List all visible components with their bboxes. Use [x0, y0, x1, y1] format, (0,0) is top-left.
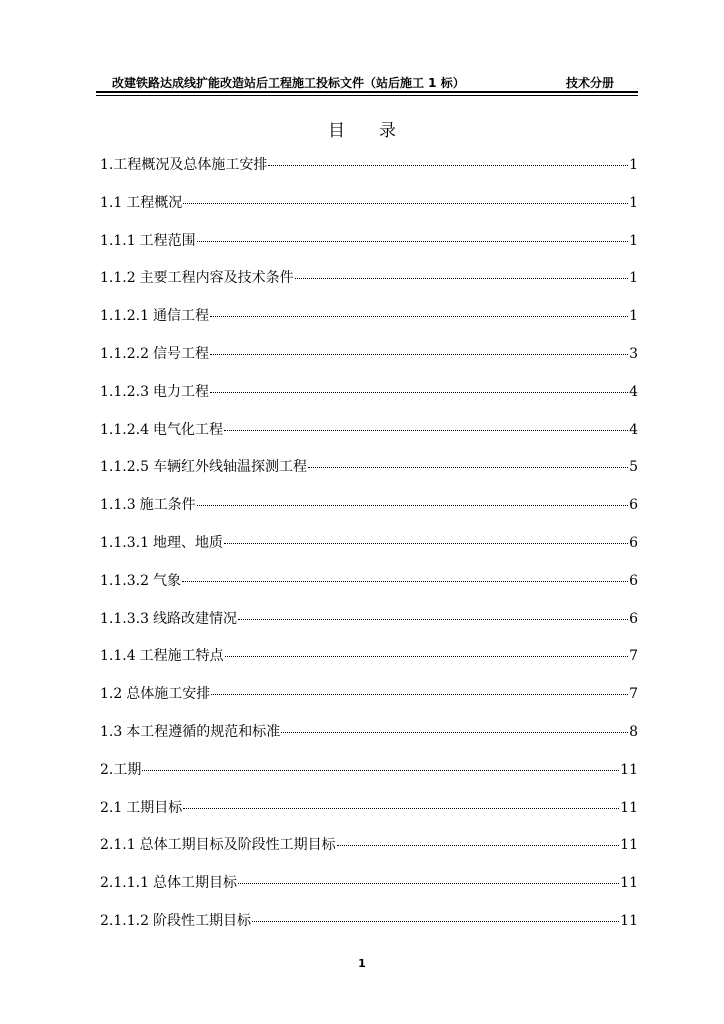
toc-entry-number: 1.1.2: [100, 270, 136, 287]
toc-entry-title: 地理、地质: [152, 534, 223, 551]
toc-entry[interactable]: [100, 756, 638, 794]
toc-entry-number: 1.1.4: [100, 648, 136, 665]
header-rule-thin: [96, 95, 638, 96]
toc-entry-title: 总体工期目标: [152, 875, 237, 892]
toc-entry-title: 工期: [113, 761, 142, 778]
toc-dot-leader: [252, 921, 619, 922]
toc-entry-title: 车辆红外线轴温探测工程: [152, 459, 307, 476]
toc-entry-title: 气象: [152, 572, 181, 589]
toc-entry-number: 1.1.1: [100, 232, 136, 249]
toc-entry[interactable]: [100, 567, 638, 605]
page-header: [96, 72, 638, 92]
header-rule-thick: [96, 91, 638, 93]
toc-entry[interactable]: [100, 189, 638, 227]
toc-entry-page: 8: [629, 723, 638, 740]
toc-dot-leader: [224, 543, 628, 544]
toc-entry-title: 总体施工安排: [126, 686, 211, 703]
toc-entry-number: 1.1.2.2: [100, 345, 149, 362]
toc-dot-leader: [238, 619, 628, 620]
toc-entry-number: 1.1.3.1: [100, 534, 149, 551]
toc-dot-leader: [225, 656, 628, 657]
toc-entry-page: 4: [629, 383, 638, 400]
toc-dot-leader: [210, 316, 628, 317]
toc-entry-title: 工程施工特点: [139, 648, 224, 665]
toc-entry[interactable]: [100, 718, 638, 756]
toc-entry-title: 工期目标: [126, 799, 183, 816]
toc-dot-leader: [308, 467, 628, 468]
toc-entry[interactable]: [100, 869, 638, 907]
footer-page-number: 1: [358, 957, 366, 970]
toc-entry-page: 7: [629, 686, 638, 703]
toc-entry-number: 2.1.1.1: [100, 875, 149, 892]
toc-entry-title: 阶段性工期目标: [152, 912, 251, 929]
toc-entry-page: 5: [629, 459, 638, 476]
toc-dot-leader: [183, 203, 628, 204]
toc-entry[interactable]: [100, 302, 638, 340]
toc-entry[interactable]: [100, 529, 638, 567]
toc-entry-number: 2.1.1.2: [100, 912, 149, 929]
toc-entry[interactable]: [100, 794, 638, 832]
toc-heading-text: 目 录: [328, 121, 396, 141]
toc-dot-leader: [210, 392, 628, 393]
toc-dot-leader: [295, 278, 628, 279]
toc-entry-number: 2.: [100, 761, 114, 778]
toc-dot-leader: [281, 732, 628, 733]
toc-dot-leader: [337, 845, 620, 846]
toc-entry-page: 6: [629, 610, 638, 627]
toc-dot-leader: [142, 770, 619, 771]
toc-entry-page: 4: [629, 421, 638, 438]
toc-entry-page: 6: [629, 534, 638, 551]
toc-list: [100, 151, 638, 945]
toc-entry-number: 1.1.3: [100, 497, 136, 514]
toc-entry-page: 6: [629, 572, 638, 589]
toc-entry[interactable]: [100, 340, 638, 378]
toc-entry-title: 施工条件: [139, 497, 196, 514]
toc-entry-page: 1: [629, 270, 638, 287]
toc-entry-page: 11: [620, 761, 638, 778]
toc-entry-title: 工程概况及总体施工安排: [113, 157, 268, 173]
toc-entry[interactable]: [100, 151, 638, 189]
toc-dot-leader: [182, 581, 628, 582]
toc-entry-title: 线路改建情况: [152, 610, 237, 627]
toc-entry-number: 1.1.2.3: [100, 383, 149, 400]
toc-entry-number: 1.2: [100, 686, 123, 703]
toc-entry[interactable]: [100, 605, 638, 643]
toc-entry-number: 2.1.1: [100, 837, 136, 854]
toc-entry-page: 6: [629, 497, 638, 514]
toc-entry[interactable]: [100, 264, 638, 302]
toc-entry-title: 工程范围: [139, 232, 196, 249]
toc-dot-leader: [197, 241, 628, 242]
toc-entry-page: 1: [629, 194, 638, 211]
toc-entry-title: 信号工程: [152, 345, 209, 362]
header-section-name: 技术分册: [565, 76, 614, 90]
toc-entry-number: 1.: [100, 157, 114, 173]
toc-entry-title: 电力工程: [152, 383, 209, 400]
toc-dot-leader: [197, 505, 628, 506]
toc-entry[interactable]: [100, 416, 638, 454]
toc-entry-title: 通信工程: [152, 308, 209, 325]
toc-entry-number: 1.3: [100, 723, 123, 740]
toc-entry[interactable]: [100, 491, 638, 529]
toc-entry-page: 7: [629, 648, 638, 665]
toc-entry-number: 1.1.2.4: [100, 421, 149, 438]
toc-dot-leader: [268, 165, 628, 166]
toc-entry-page: 11: [620, 912, 638, 929]
toc-dot-leader: [210, 354, 628, 355]
toc-heading: [0, 116, 724, 141]
toc-entry-page: 11: [620, 875, 638, 892]
toc-entry-number: 1.1.3.2: [100, 572, 149, 589]
toc-entry-number: 1.1.3.3: [100, 610, 149, 627]
toc-entry-page: 11: [620, 799, 638, 816]
toc-entry[interactable]: [100, 831, 638, 869]
toc-entry[interactable]: [100, 227, 638, 265]
toc-entry-page: 1: [629, 308, 638, 325]
toc-dot-leader: [238, 883, 619, 884]
toc-dot-leader: [211, 694, 628, 695]
toc-entry-number: 1.1.2.5: [100, 459, 149, 476]
toc-entry[interactable]: [100, 907, 638, 945]
toc-dot-leader: [224, 430, 628, 431]
toc-entry-page: 11: [620, 837, 638, 854]
toc-entry-page: 1: [629, 157, 638, 173]
toc-entry-page: 1: [629, 232, 638, 249]
toc-entry-number: 2.1: [100, 799, 123, 816]
toc-entry[interactable]: [100, 680, 638, 718]
toc-entry-number: 1.1.2.1: [100, 308, 149, 325]
toc-entry-title: 本工程遵循的规范和标准: [126, 723, 281, 740]
toc-entry-page: 3: [629, 345, 638, 362]
toc-entry[interactable]: [100, 642, 638, 680]
header-document-title: 改建铁路达成线扩能改造站后工程施工投标文件（站后施工 1 标）: [112, 76, 465, 90]
toc-entry-title: 主要工程内容及技术条件: [139, 270, 294, 287]
toc-entry-title: 总体工期目标及阶段性工期目标: [139, 837, 336, 854]
toc-entry[interactable]: [100, 378, 638, 416]
toc-entry[interactable]: [100, 453, 638, 491]
toc-dot-leader: [183, 808, 619, 809]
toc-entry-title: 工程概况: [126, 194, 183, 211]
toc-entry-title: 电气化工程: [152, 421, 223, 438]
toc-entry-number: 1.1: [100, 194, 123, 211]
